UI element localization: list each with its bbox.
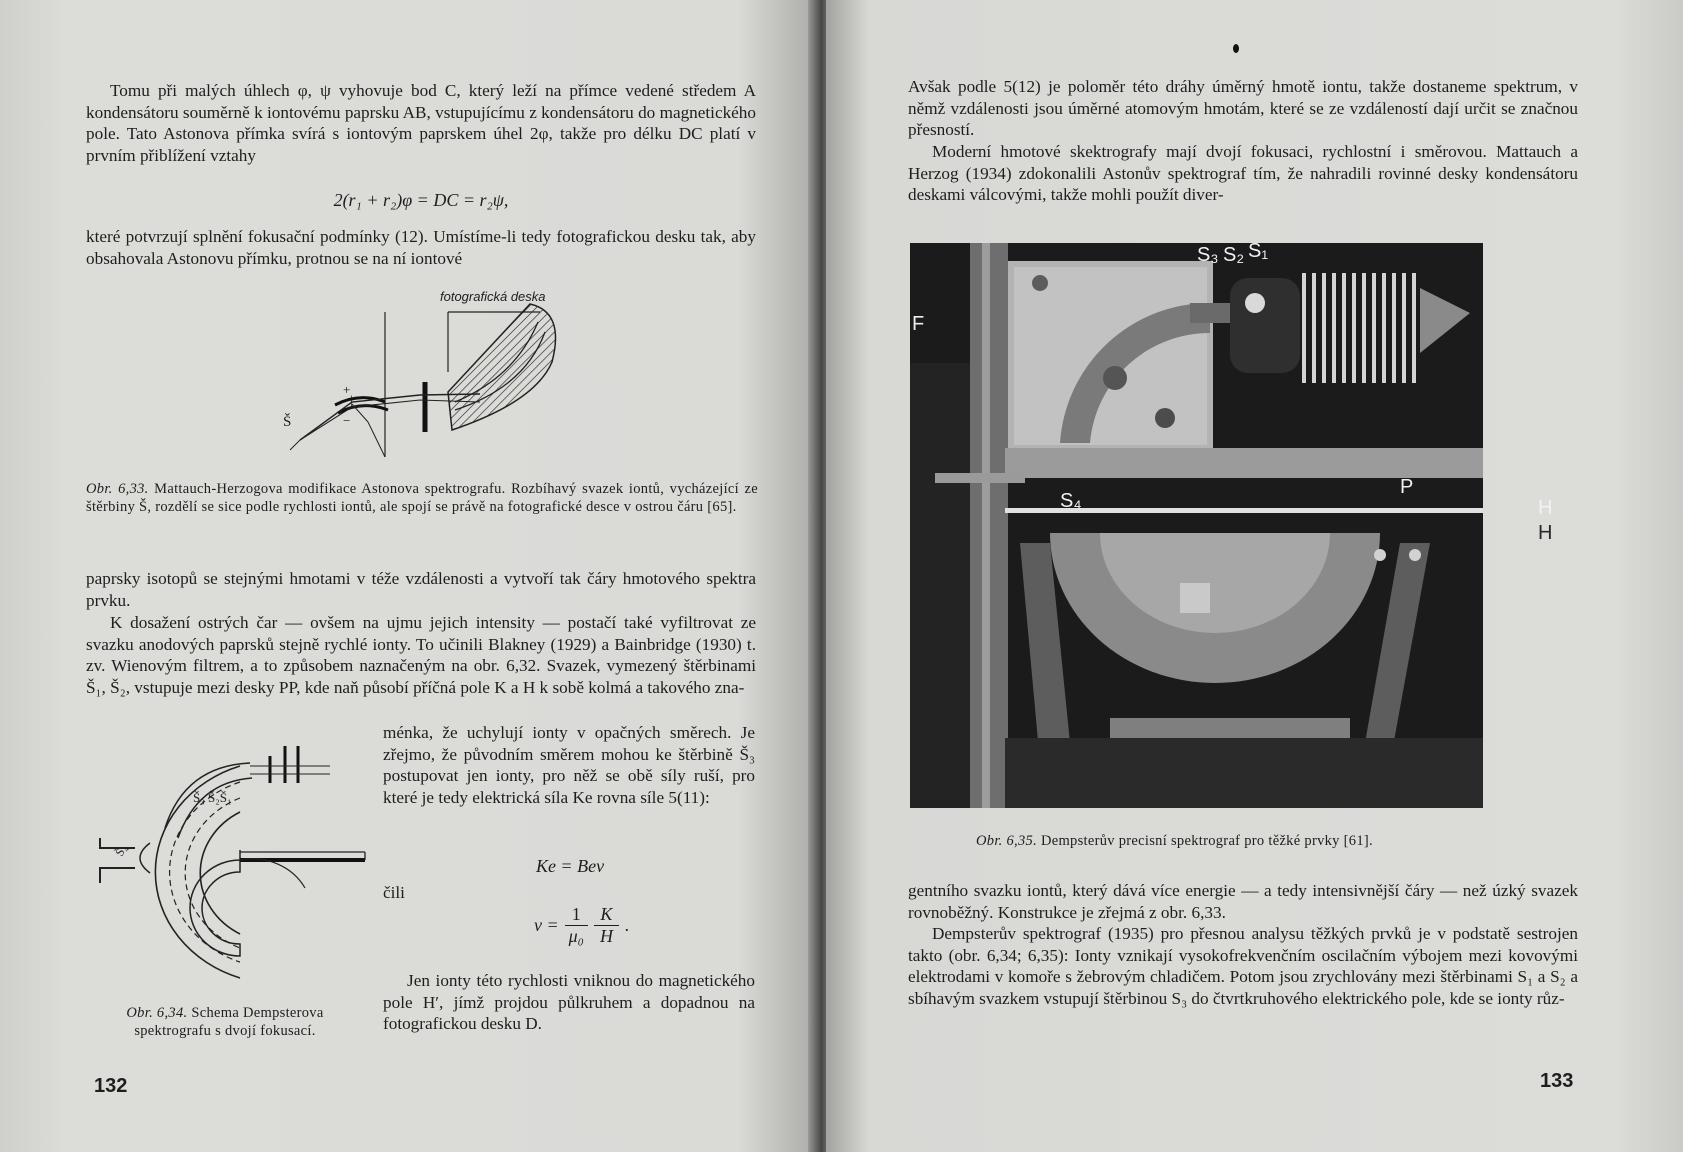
right-para-2 xyxy=(908,141,1578,206)
photo-label-f: F xyxy=(912,313,925,335)
paragraph: Jen ionty této rychlosti vniknou do magnetického pole H′, jímž projdou půlkruhem a dopadnou na fotografickou desku D. xyxy=(383,971,755,1034)
left-para-4b xyxy=(383,722,755,808)
fig35-photograph xyxy=(910,240,1553,808)
fraction-2 xyxy=(594,904,619,947)
fig35-caption xyxy=(976,832,1536,850)
fig34-diagram xyxy=(90,738,375,983)
fig34-caption xyxy=(90,1004,360,1040)
fig33-plate-label: fotografická deska xyxy=(440,289,546,304)
photo-label-h: H xyxy=(1538,497,1553,519)
left-para-5 xyxy=(383,970,755,1035)
formula-astonova: 2(r₁ + r₂)φ = DC = r₂ψ, xyxy=(333,190,509,210)
right-para-4 xyxy=(908,923,1578,1009)
photo-label-h-outside: H xyxy=(1538,522,1553,544)
formula-velocity xyxy=(534,897,629,953)
numerator: K xyxy=(600,903,613,924)
formula-ke-bev: Ke = Bev xyxy=(535,856,605,876)
photo-label-s3: S₃ xyxy=(1197,244,1219,266)
photo-label-s1: S₁ xyxy=(1248,240,1269,262)
paragraph: Tomu při malých úhlech φ, ψ vyhovuje bod C, který leží na přímce vedené středem A kondensátoru souměrně k iontovému paprsku AB, vstupujícímu z kondensátoru do magnetického pole. Tato Astonova přímka svírá s iontovým paprskem úhel 2φ, takže pro délku DC platí v prvním přiblížení vztahy xyxy=(86,81,756,165)
photo-illustration xyxy=(910,243,1483,808)
left-para-4a xyxy=(86,612,756,698)
left-page xyxy=(0,0,820,1152)
paragraph: Avšak podle 5(12) je poloměr této dráhy úměrný hmotě iontu, takže dostaneme spektrum, v němž vzdálenosti jsou úměrné atomovým hmotám, které se ze vzdáleností dají určit se značnou přesností. xyxy=(908,77,1578,140)
photo-label-s2: S₂ xyxy=(1223,244,1245,266)
fraction-1 xyxy=(565,904,588,947)
page-number-right: 133 xyxy=(1540,1070,1574,1092)
fig33-slit-label: Š xyxy=(283,414,292,430)
right-para-1 xyxy=(908,76,1578,141)
paragraph: Dempsterův spektrograf (1935) pro přesnou analysu těžkých prvků je v podstatě sestrojen takto (obr. 6,34; 6,35): Ionty vznikají vysokofrekvenčním oscilačním výbojem mezi kovovými elektrodami v komoře s žebrovým chladičem. Potom jsou zrychlovány mezi štěrbinami S₁ a S₂ a sbíhavým svazkem vstupují štěrbinou S₃ do čtvrtkruhového elektrického pole, kde se ionty růz- xyxy=(908,924,1578,1008)
cili-word xyxy=(383,882,443,904)
fig33-caption xyxy=(86,480,758,516)
caption-label: Obr. 6,33. xyxy=(86,481,149,497)
fig34-slit-labels: Š₃ Š₂Š₁ xyxy=(193,790,232,805)
paragraph: které potvrzují splnění fokusační podmínky (12). Umístíme-li tedy fotografickou desku tak, aby obsahovala Astonovu přímku, protnou se na ní iontové xyxy=(86,227,756,268)
paragraph: paprsky isotopů se stejnými hmotami v téže vzdálenosti a vytvoří tak čáry hmotového spektra prvku. xyxy=(86,569,756,610)
caption-text: Dempsterův precisní spektrograf pro těžké prvky [61]. xyxy=(1040,833,1373,849)
page-number-left: 132 xyxy=(94,1075,128,1097)
right-para-3 xyxy=(908,880,1578,923)
ink-dot xyxy=(1233,44,1239,53)
paragraph: K dosažení ostrých čar — ovšem na ujmu jejich intensity — postačí také vyfiltrovat ze svazku anodových paprsků stejně rychlé ionty. To učinili Blakney (1929) a Bainbridge (1930) t. zv. Wienovým filtrem, a to způsobem naznačeným na obr. 6,32. Svazek, vymezený štěrbinami Š₁, Š₂, vstupuje mezi desky PP, kde naň působí příčná pole K a H k sobě kolmá a takového zna- xyxy=(86,613,756,697)
caption-text: Schema Dempsterova spektrografu s dvojí fokusací. xyxy=(134,1005,324,1039)
paragraph: Moderní hmotové skektrografy mají dvojí fokusaci, rychlostní i směrovou. Mattauch a Herzog (1934) zdokonalili Astonův spektrograf tím, že nahradili rovinné desky kondensátoru deskami válcovými, takže mohli použít diver- xyxy=(908,142,1578,205)
left-para-2 xyxy=(86,226,756,269)
left-para-3 xyxy=(86,568,756,611)
numerator: 1 xyxy=(571,903,581,924)
caption-text: Mattauch-Herzogova modifikace Astonova spektrografu. Rozbíhavý svazek iontů, vycházející ze štěrbiny Š, rozdělí se sice podle rychlosti iontů, ale spojí se právě na fotografické desce v ostrou čáru [65]. xyxy=(86,481,758,515)
svg-text:−: − xyxy=(343,413,351,428)
formula-lhs: v = xyxy=(534,914,559,935)
svg-text:|: | xyxy=(350,392,353,407)
svg-text:+: + xyxy=(343,382,351,397)
left-para-1 xyxy=(86,80,756,166)
paragraph: gentního svazku iontů, který dává více energie — a tedy intensivnější čáry — než úzký svazek rovnoběžný. Konstrukce je zřejmá z obr. 6,33. xyxy=(908,881,1578,922)
fig34-s4-label: Š₄ xyxy=(112,842,130,859)
caption-label: Obr. 6,35. xyxy=(976,833,1038,849)
denominator: μ₀ xyxy=(565,925,588,947)
denominator: H xyxy=(594,925,619,947)
paragraph: ménka, že uchylují ionty v opačných směrech. Je zřejmo, že původním směrem mohou ke štěrbině Š₃ postupovat jen ionty, pro něž se obě síly ruší, pro které je tedy elektrická síla Ke rovna síle 5(11): xyxy=(383,723,755,807)
word: čili xyxy=(383,883,405,902)
formula-end: . xyxy=(624,914,630,935)
caption-label: Obr. 6,34. xyxy=(126,1005,188,1021)
photo-label-s4: S₄ xyxy=(1060,490,1082,512)
photo-label-p: P xyxy=(1400,476,1414,498)
fig33-diagram xyxy=(280,292,580,482)
